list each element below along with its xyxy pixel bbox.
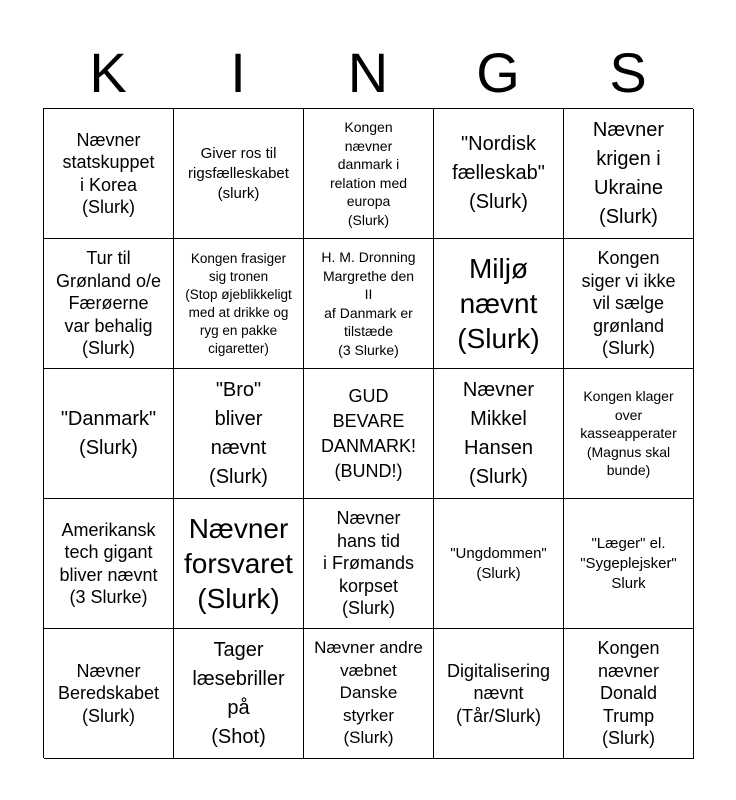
bingo-cell-text: Kongen klager over kasseapperater (Magnus skal bunde) — [580, 388, 677, 479]
bingo-cell-text: Kongen nævner danmark i relation med europa (Slurk) — [329, 119, 408, 228]
bingo-cell-text: GUD BEVARE DANMARK! (BUND!) — [320, 385, 416, 481]
bingo-cell-text: Tur til Grønland o/e Færøerne var behalig (Slurk) — [55, 248, 162, 359]
bingo-cell-text: "Nordisk fælleskab" (Slurk) — [452, 133, 545, 213]
bingo-card — [43, 108, 693, 758]
header-letter-n: N — [347, 41, 389, 104]
header-letter-i: I — [230, 41, 246, 104]
bingo-cell-text: "Bro" bliver nævnt (Slurk) — [209, 378, 268, 488]
bingo-cell-text: Nævner forsvaret (Slurk) — [184, 513, 293, 614]
bingo-cell-text: Nævner hans tid i Frømands korpset (Slurk) — [322, 508, 414, 619]
bingo-cell-text: Amerikansk tech gigant bliver nævnt (3 Slurke) — [59, 519, 158, 607]
bingo-cell-text: Digitalisering nævnt (Tår/Slurk) — [446, 660, 551, 726]
bingo-cell[interactable] — [174, 369, 304, 499]
bingo-cell[interactable] — [44, 629, 174, 759]
bingo-cell[interactable] — [434, 109, 564, 239]
bingo-cell[interactable] — [304, 499, 434, 629]
bingo-cell-text: Giver ros til rigsfælleskabet (slurk) — [188, 144, 289, 202]
header-letter-s: S — [609, 41, 647, 104]
bingo-cell-text: "Læger" el. "Sygeplejsker" Slurk — [580, 534, 677, 592]
bingo-cell-text: H. M. Dronning Margrethe den II af Danmark er tilstæde (3 Slurke) — [321, 249, 416, 358]
bingo-cell[interactable] — [434, 629, 564, 759]
bingo-cell[interactable] — [174, 499, 304, 629]
bingo-cell[interactable] — [174, 629, 304, 759]
bingo-cell[interactable] — [44, 369, 174, 499]
bingo-cell[interactable] — [304, 369, 434, 499]
bingo-cell[interactable] — [564, 239, 694, 369]
bingo-cell-text: "Danmark" (Slurk) — [60, 407, 157, 459]
bingo-cell-text: "Ungdommen" (Slurk) — [450, 544, 547, 582]
bingo-cell[interactable] — [434, 369, 564, 499]
bingo-cell-text: Nævner statskuppet i Korea (Slurk) — [62, 129, 155, 217]
bingo-cell[interactable] — [44, 109, 174, 239]
bingo-cell[interactable] — [564, 629, 694, 759]
bingo-cell-text: Nævner andre væbnet Danske styrker (Slurk) — [314, 638, 423, 748]
bingo-cell[interactable] — [44, 239, 174, 369]
bingo-cell-text: Tager læsebriller på (Shot) — [192, 638, 285, 748]
bingo-cell-text: Nævner Mikkel Hansen (Slurk) — [462, 378, 535, 488]
bingo-header — [43, 38, 693, 108]
bingo-cell[interactable] — [564, 109, 694, 239]
bingo-cell[interactable] — [564, 499, 694, 629]
bingo-cell[interactable] — [434, 499, 564, 629]
bingo-cell[interactable] — [304, 109, 434, 239]
bingo-cell[interactable] — [304, 239, 434, 369]
bingo-cell-text: Nævner Beredskabet (Slurk) — [57, 660, 160, 726]
bingo-cell[interactable] — [44, 499, 174, 629]
bingo-cell-text: Kongen siger vi ikke vil sælge grønland (Slurk) — [581, 248, 676, 359]
bingo-cell[interactable] — [434, 239, 564, 369]
bingo-cell[interactable] — [564, 369, 694, 499]
bingo-cell[interactable] — [174, 239, 304, 369]
bingo-cell-text: Nævner krigen i Ukraine (Slurk) — [592, 118, 665, 228]
header-letter-g: G — [476, 41, 520, 104]
bingo-cell[interactable] — [174, 109, 304, 239]
bingo-cell-text: Kongen frasiger sig tronen (Stop øjeblikkeligt med at drikke og ryg en pakke cigaretter) — [185, 250, 292, 356]
bingo-cell[interactable] — [304, 629, 434, 759]
header-letter-k: K — [89, 41, 127, 104]
bingo-cell-text: Miljø nævnt (Slurk) — [457, 253, 540, 354]
bingo-cell-text: Kongen nævner Donald Trump (Slurk) — [597, 638, 660, 749]
